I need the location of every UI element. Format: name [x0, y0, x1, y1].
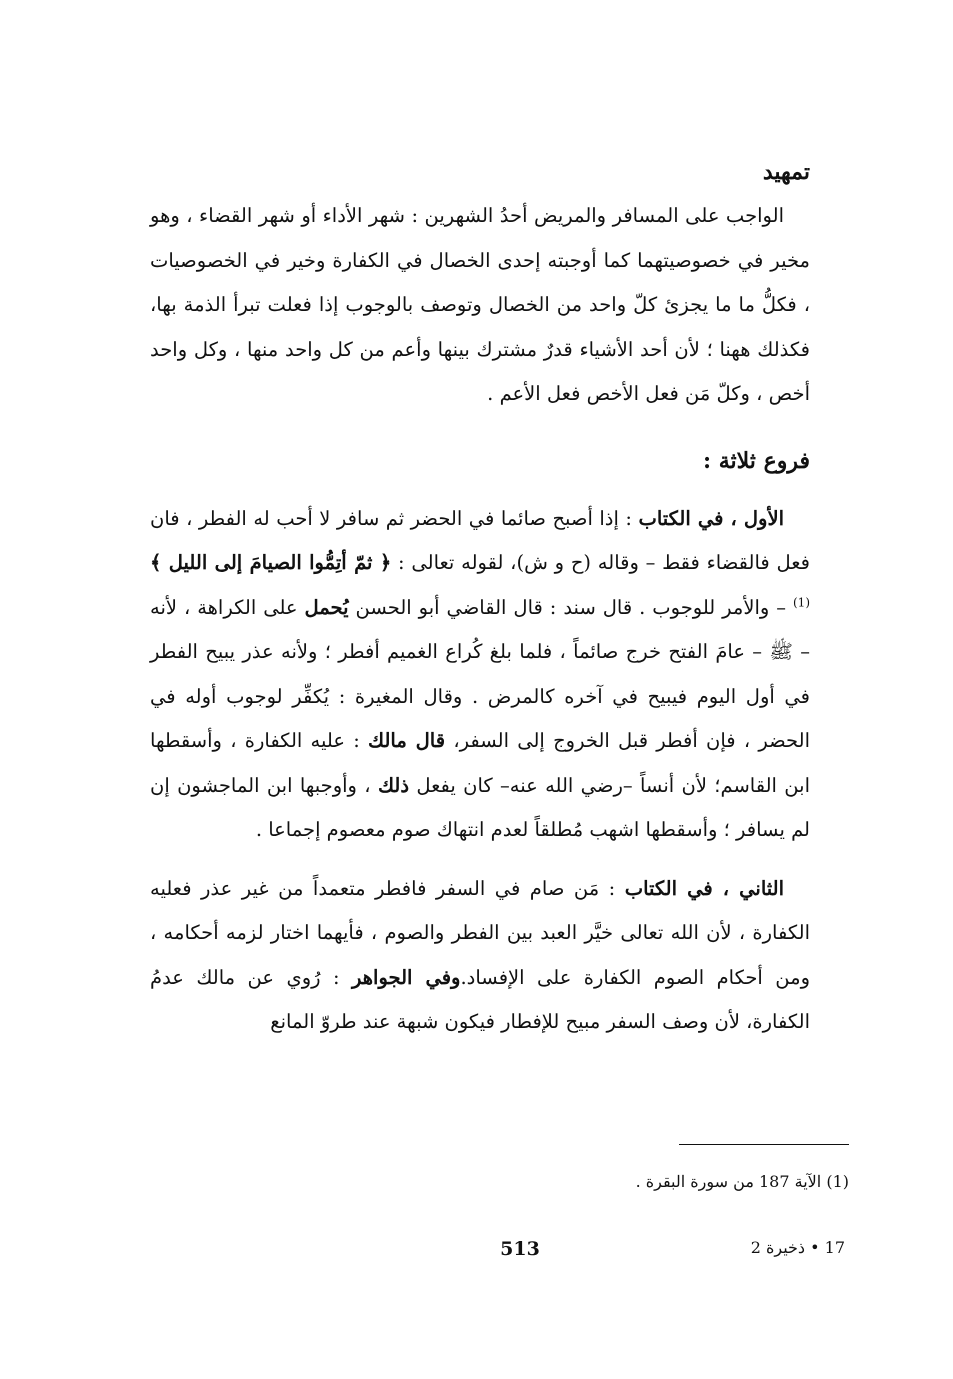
- first-branch-text-3: على الكراهة ، لأنه – ﷺ – عامَ الفتح خرج صائماً ، فلما بلغ كُراع الغميم أفطر ؛ ولأنه عذر يبيح الفطر في أول اليوم فيبيح في آخره كالمرض . وقال المغيرة : يُكفِّر لوجوب أوله في الحضر ، فإن أفطر قبل الخروج إلى السفر،: [150, 595, 810, 752]
- footnote-marker: (1): [792, 595, 810, 609]
- second-branch-lead: الثاني ، في الكتاب: [624, 876, 785, 900]
- intro-paragraph: الواجب على المسافر والمريض أحدُ الشهرين : شهر الأداء أو شهر القضاء ، وهو مخير في خصوصيتهما كما أوجبته إحدى الخصال في الكفارة وخير في الخصوصيات ، فكلُّ ما ما يجزئ كلّ واحد من الخصال وتوصف بالوجوب إذا فعلت تبرأ الذمة بها، فكذلك ههنا ؛ لأن أحد الأشياء قدرٌ مشترك بينها وأعم من كل واحد منها ، وكل واحد أخص ، وكلّ مَن فعل الأخص فعل الأعم .: [150, 204, 810, 405]
- second-branch-bold: وفي الجواهر: [351, 965, 461, 989]
- quran-verse: ﴿ ثمّ أتِمُّوا الصيامَ إلى الليل ﴾: [150, 551, 392, 574]
- heading-introduction: تمهيد: [762, 159, 810, 185]
- first-branch-lead: الأول ، في الكتاب: [638, 506, 785, 530]
- first-branch-text-4: : عليه الكفارة ، وأسقطها ابن القاسم؛ لأن أنساً –رضي الله عنه– كان يفعل: [150, 729, 810, 797]
- second-branch-text-1: : مَن صام في السفر فافطر متعمداً من غير عذر فعليه الكفارة ، لأن الله تعالى خيَّر العبد بين الفطر والصوم ، فأيهما اختار لزمه أحكامه ، ومن أحكام الصوم الكفارة على الإفساد.: [150, 876, 810, 989]
- heading-three-branches: فروع ثلاثة :: [702, 447, 810, 474]
- footnote-divider: [679, 1144, 849, 1145]
- first-branch-bold-2: قال مالك: [368, 729, 446, 752]
- second-branch-paragraph: [150, 867, 810, 1045]
- first-branch-text-5: ، وأوجبها ابن الماجشون إن لم يسافر ؛ وأسقطها اشهب مُطلقاً لعدم انتهاك صوم معصوم إجماعا .: [150, 773, 810, 841]
- first-branch-bold-1: يُحمل: [304, 595, 349, 619]
- first-branch-text-1: : إذا أصبح صائما في الحضر ثم سافر لا أحب له الفطر ، فان فعل فالقضاء فقط – وقاله (ح و ش)، لقوله تعالى :: [150, 506, 810, 574]
- footnote: (1) الآية 187 من سورة البقرة .: [635, 1172, 849, 1191]
- page-number: 513: [500, 1238, 540, 1260]
- first-branch-text-2: – والأمر للوجوب . قال سند : قال القاضي أبو الحسن: [348, 595, 793, 619]
- page-body: [150, 150, 810, 1045]
- second-branch-text-2: : رُوي عن مالك عدمُ الكفارة، لأن وصف السفر مبيح للإفطار فيكون شبهة عند طروّ المانع: [150, 965, 810, 1033]
- first-branch-paragraph: [150, 497, 810, 853]
- first-branch-bold-3: ذلك: [377, 773, 409, 797]
- printer-signature: 17 • ذخيرة 2: [750, 1238, 845, 1257]
